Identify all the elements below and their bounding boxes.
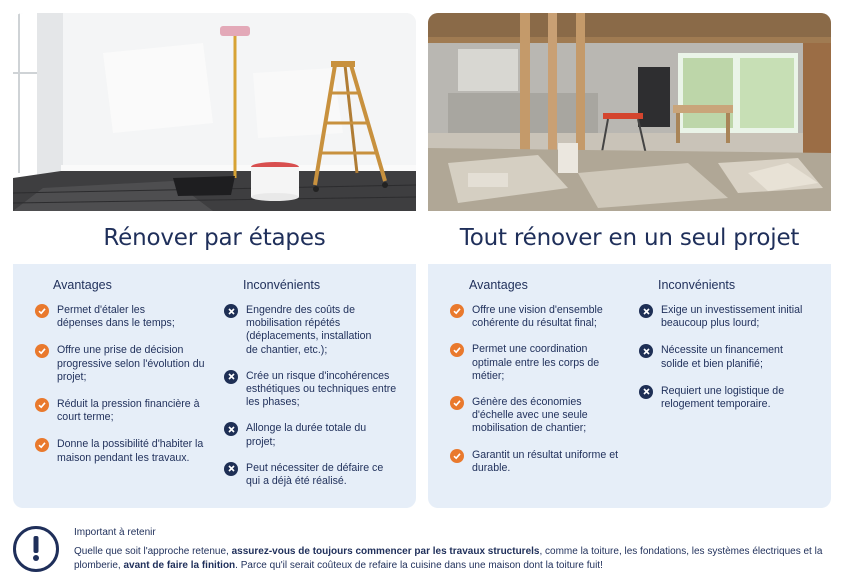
construction-site-photo bbox=[428, 13, 831, 211]
list-item: Requiert une logistique de relogement temporaire. bbox=[639, 385, 824, 411]
list-item: Offre une prise de décision progressive selon l'évolution du projet; bbox=[35, 344, 225, 384]
list-item: Allonge la durée totale du projet; bbox=[224, 422, 409, 448]
important-note bbox=[13, 522, 833, 582]
cons-heading: Inconvénients bbox=[243, 278, 321, 292]
list-item: Peut nécessiter de défaire ce qui a déjà été réalisé. bbox=[224, 462, 409, 488]
cons-list bbox=[224, 304, 409, 501]
x-icon bbox=[224, 304, 238, 318]
list-item: Permet une coordination optimale entre les corps de métier; bbox=[450, 343, 640, 383]
full-renovation-column bbox=[428, 13, 831, 508]
checkmark-icon bbox=[450, 304, 464, 318]
checkmark-icon bbox=[450, 396, 464, 410]
list-item: Garantit un résultat uniforme et durable. bbox=[450, 449, 640, 475]
checkmark-icon bbox=[450, 343, 464, 357]
list-item: Offre une vision d'ensemble cohérente du résultat final; bbox=[450, 304, 640, 330]
cons-heading: Inconvénients bbox=[658, 278, 736, 292]
list-item: Génère des économies d'échelle avec une seule mobilisation de chantier; bbox=[450, 396, 640, 436]
list-item: Engendre des coûts de mobilisation répétés (déplacements, installation de chantier, etc.); bbox=[224, 304, 409, 357]
x-icon bbox=[639, 344, 653, 358]
x-icon bbox=[224, 370, 238, 384]
list-item: Crée un risque d'incohérences esthétiques ou techniques entre les phases; bbox=[224, 370, 409, 410]
checkmark-icon bbox=[450, 449, 464, 463]
pros-heading: Avantages bbox=[469, 278, 528, 292]
staged-renovation-column bbox=[13, 13, 416, 508]
pros-list bbox=[450, 304, 640, 488]
list-item: Permet d'étaler les dépenses dans le temps; bbox=[35, 304, 225, 330]
x-icon bbox=[224, 422, 238, 436]
full-renovation-title: Tout rénover en un seul projet bbox=[459, 224, 800, 251]
checkmark-icon bbox=[35, 304, 49, 318]
list-item: Donne la possibilité d'habiter la maison pendant les travaux. bbox=[35, 438, 225, 464]
staged-renovation-title: Rénover par étapes bbox=[103, 224, 326, 251]
checkmark-icon bbox=[35, 398, 49, 412]
exclamation-icon bbox=[13, 526, 59, 572]
x-icon bbox=[224, 462, 238, 476]
x-icon bbox=[639, 385, 653, 399]
list-item: Réduit la pression financière à court terme; bbox=[35, 398, 225, 424]
painting-supplies-photo bbox=[13, 13, 416, 211]
x-icon bbox=[639, 304, 653, 318]
note-text: Quelle que soit l'approche retenue, assurez-vous de toujours commencer par les travaux structurels, comme la toiture, les fondations, les systèmes électriques et la plomberie, avant de faire la finition. Parce qu'il serait coûteux de refaire la cuisine dans une maison dont la toiture fuit! bbox=[74, 546, 823, 571]
checkmark-icon bbox=[35, 438, 49, 452]
staged-renovation-panel bbox=[13, 264, 416, 508]
checkmark-icon bbox=[35, 344, 49, 358]
list-item: Exige un investissement initial beaucoup plus lourd; bbox=[639, 304, 824, 330]
pros-list bbox=[35, 304, 225, 465]
note-title: Important à retenir bbox=[74, 527, 156, 538]
list-item: Nécessite un financement solide et bien planifié; bbox=[639, 344, 824, 370]
pros-heading: Avantages bbox=[53, 278, 112, 292]
full-renovation-panel bbox=[428, 264, 831, 508]
cons-list bbox=[639, 304, 824, 425]
